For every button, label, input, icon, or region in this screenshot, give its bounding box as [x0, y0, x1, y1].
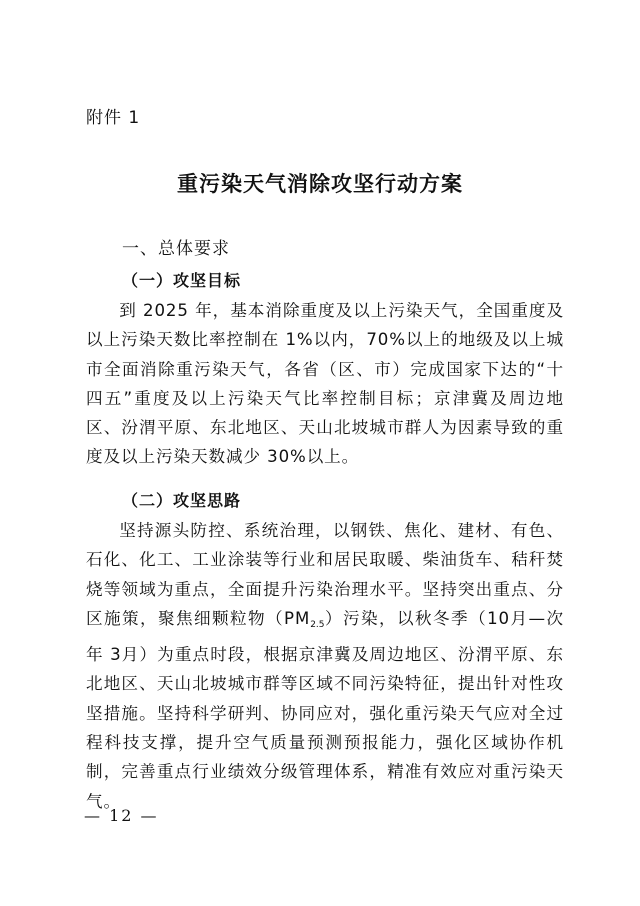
pm25-subscript: 2.5	[310, 619, 325, 630]
subsection-heading-approach: （二）攻坚思路	[122, 491, 242, 510]
subsection-heading-goals: （一）攻坚目标	[122, 271, 242, 290]
paragraph-approach	[86, 516, 564, 816]
paragraph-approach-part2: ）污染，以秋冬季（10月—次年 3月）为重点时段，根据京津冀及周边地区、汾渭平原、东北地区、天山北坡城市群等区域不同污染特征，提出针对性攻坚措施。坚持科学研判、协同应对，强化重污染天气应对全过程科技支撑，提升空气质量预测预报能力，强化区域协作机制，完善重点行业绩效分级管理体系，精准有效应对重污染天气。	[86, 608, 564, 811]
paragraph-goals: 到 2025 年，基本消除重度及以上污染天气，全国重度及以上污染天数比率控制在 1%以内，70%以上的地级及以上城市全面消除重污染天气，各省（区、市）完成国家下达的“十四五”重度及以上污染天气比率控制目标；京津冀及周边地区、汾渭平原、东北地区、天山北坡城市群人为因素导致的重度及以上污染天数减少 30%以上。	[86, 301, 564, 467]
attachment-label: 附件 1	[86, 108, 141, 128]
document-title: 重污染天气消除攻坚行动方案	[177, 172, 463, 196]
page-number: — 12 —	[84, 806, 159, 825]
paragraph-approach-part1: 坚持源头防控、系统治理，以钢铁、焦化、建材、有色、石化、化工、工业涂装等行业和居民取暖、柴油货车、秸秆焚烧等领域为重点，全面提升污染治理水平。坚持突出重点、分区施策，聚焦细颗粒物（PM	[86, 521, 564, 628]
section-heading-general-requirements: 一、总体要求	[122, 239, 230, 259]
